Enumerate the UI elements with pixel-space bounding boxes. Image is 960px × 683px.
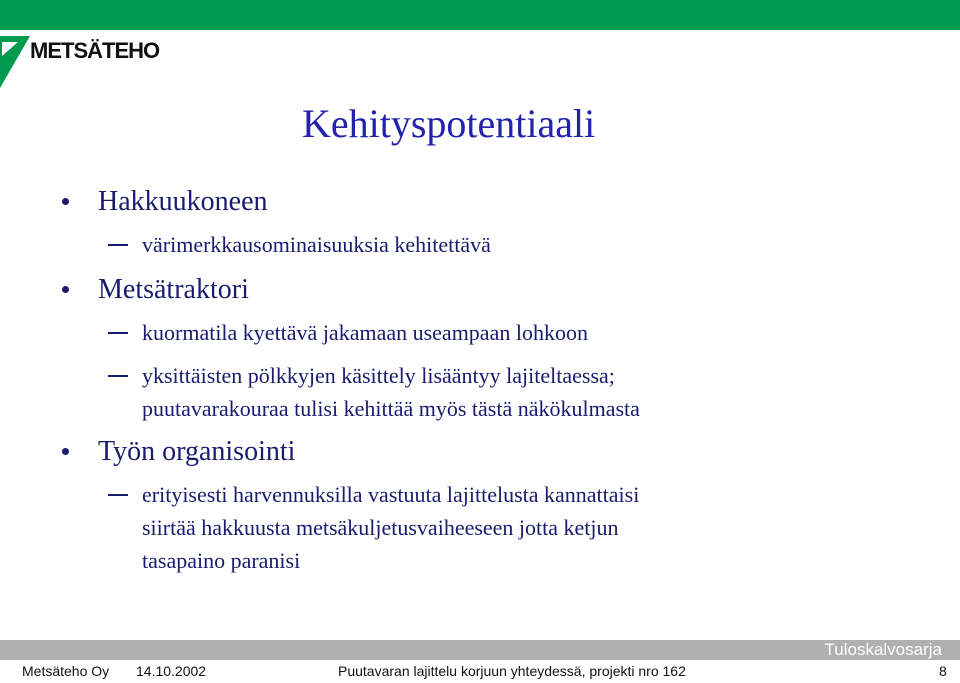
- bullet-heading-text: Työn organisointi: [98, 436, 296, 467]
- dash-icon: [108, 332, 128, 334]
- bullet-dot-icon: [62, 198, 69, 205]
- sub-bullet: [142, 359, 615, 392]
- sub-bullet-continuation: [142, 392, 640, 425]
- sub-bullet-text: tasapaino paranisi: [142, 548, 301, 573]
- logo-text: METSÄTEHO: [30, 38, 160, 63]
- sub-bullet-continuation: [142, 511, 619, 544]
- footer-date: 14.10.2002: [136, 663, 207, 679]
- sub-bullet-text: erityisesti harvennuksilla vastuuta lajittelusta kannattaisi: [142, 482, 640, 507]
- dash-icon: [108, 244, 128, 246]
- dash-icon: [108, 375, 128, 377]
- sub-bullet-text: puutavarakouraa tulisi kehittää myös tästä näkökulmasta: [142, 396, 640, 421]
- sub-bullet: [142, 228, 491, 261]
- logo: [0, 28, 170, 98]
- slide-title: Kehityspotentiaali: [302, 101, 596, 146]
- sub-bullet: [142, 316, 588, 349]
- bullet-dot-icon: [62, 286, 69, 293]
- bullet-dot-icon: [62, 448, 69, 455]
- bullet-heading-harvester: [98, 186, 268, 218]
- sub-bullet-text: siirtää hakkuusta metsäkuljetusvaiheeseen jotta ketjun: [142, 515, 619, 540]
- sub-bullet-text: kuormatila kyettävä jakamaan useampaan lohkoon: [142, 320, 588, 345]
- footer-bar: [0, 640, 960, 660]
- bullet-heading-text: Metsätraktori: [98, 274, 249, 305]
- sub-bullet-text: yksittäisten pölkkyjen käsittely lisääntyy lajiteltaessa;: [142, 363, 615, 388]
- sub-bullet: [142, 478, 639, 511]
- bullet-heading-forwarder: [98, 274, 249, 306]
- footer-company: Metsäteho Oy: [22, 663, 110, 679]
- dash-icon: [108, 494, 128, 496]
- footer-series-label: Tuloskalvosarja: [824, 640, 942, 659]
- footer-page-number: 8: [939, 663, 947, 679]
- sub-bullet-text: värimerkkausominaisuuksia kehitettävä: [142, 232, 491, 257]
- bullet-heading-text: Hakkuukoneen: [98, 186, 268, 217]
- bullet-heading-organization: [98, 436, 295, 468]
- footer-description: Puutavaran lajittelu korjuun yhteydessä, projekti nro 162: [338, 663, 686, 679]
- sub-bullet-continuation: [142, 544, 300, 577]
